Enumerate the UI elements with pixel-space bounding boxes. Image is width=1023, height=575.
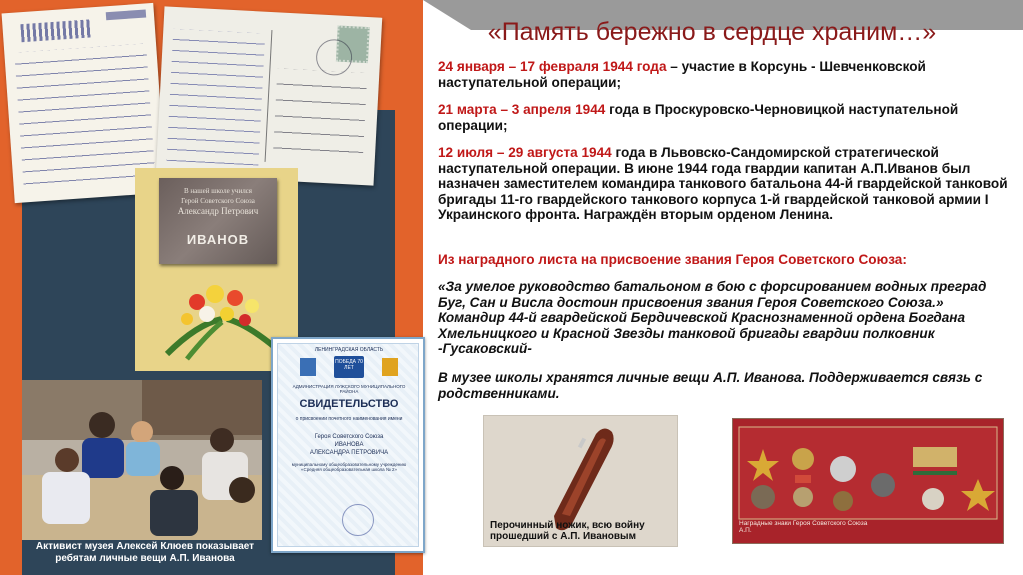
paragraph-lvov xyxy=(438,145,1008,223)
page-title: «Память бережно в сердце храним…» xyxy=(487,18,937,46)
plaque-line-1: В нашей школе учился xyxy=(183,187,253,195)
paragraph-3-text: года в Львовско-Сандомирской стратегической наступательной операции. В июне 1944 года гвардии капитан А.П.Иванов был назначен заместителем командира танкового батальона 44-й гвардейской танковой бригады 11-го гвардейского танкового корпуса 1-й гвардейской танковой армии I Украинского фронта. Награждён вторым орденом Ленина. xyxy=(438,145,1008,223)
cert-body: о присвоении почетного наименования имени xyxy=(295,416,403,422)
seal-stamp xyxy=(342,504,374,536)
paragraph-korsun xyxy=(438,59,1008,90)
museum-note: В музее школы хранятся личные вещи А.П. Иванова. Поддерживается связь с родственниками. xyxy=(438,370,983,401)
cert-school: муниципальному общеобразовательному учреждению «Средняя общеобразовательная школа № 2» xyxy=(291,462,407,472)
flowers-image xyxy=(157,264,287,364)
coat-of-arms-icon xyxy=(300,358,316,376)
date-range-1: 24 января – 17 февраля 1944 года xyxy=(438,59,667,74)
cert-hero: Героя Советского Союза xyxy=(314,434,384,440)
postcard-photo xyxy=(156,6,382,185)
memorial-plaque xyxy=(159,178,277,264)
medals-caption: Наградные знаки Героя Советского Союза А.П. xyxy=(739,520,868,534)
medals-photo xyxy=(732,418,1004,544)
cert-surname: ИВАНОВА xyxy=(334,442,364,448)
victory-70-logo: ПОБЕДА 70 ЛЕТ xyxy=(334,356,364,378)
pocket-knife-photo xyxy=(483,415,678,547)
date-range-3: 12 июля – 29 августа 1944 xyxy=(438,145,612,160)
cert-admin: АДМИНИСТРАЦИЯ ЛУЖСКОГО МУНИЦИПАЛЬНОГО РАЙОНА xyxy=(292,384,406,394)
district-emblem-icon xyxy=(382,358,398,376)
cert-heading: СВИДЕТЕЛЬСТВО xyxy=(299,398,399,410)
classroom-caption: Активист музея Алексей Клюев показывает ребятам личные вещи А.П. Иванова xyxy=(35,541,255,564)
cert-given-name: АЛЕКСАНДРА ПЕТРОВИЧА xyxy=(309,450,389,456)
plaque-name: ИВАНОВ xyxy=(186,232,250,247)
award-heading: Из наградного листа на присвоение звания Героя Советского Союза: xyxy=(438,252,907,267)
plaque-line-2: Герой Советского Союза xyxy=(181,197,255,205)
classroom-photo xyxy=(22,380,262,540)
knife-caption: Перочинный ножик, всю войну прошедший с А.П. Ивановым xyxy=(490,520,645,542)
certificate-image xyxy=(271,337,425,553)
date-range-2: 21 марта – 3 апреля 1944 xyxy=(438,102,606,117)
paragraph-proskurov xyxy=(438,102,1008,133)
paragraph-1-text: – участие в Корсунь - Шевченковской наступательной операции; xyxy=(438,59,926,90)
award-quote: «За умелое руководство батальоном в бою с форсированием водных преград Буг, Сан и Висла достоин присвоения звания Героя Советского Союза.» Командир 44-й гвардейской Бердичевской Краснознаменной ордена Богдана Хмельницкого и Красной Звезды танковой бригады гвардии полковник -Гусаковский- xyxy=(438,279,987,357)
cert-region: ЛЕНИНГРАДСКАЯ ОБЛАСТЬ xyxy=(314,347,384,353)
plaque-line-3: Александр Петрович xyxy=(177,206,259,216)
paragraph-2-text: года в Проскуровско-Черновицкой наступательной операции; xyxy=(438,102,959,133)
